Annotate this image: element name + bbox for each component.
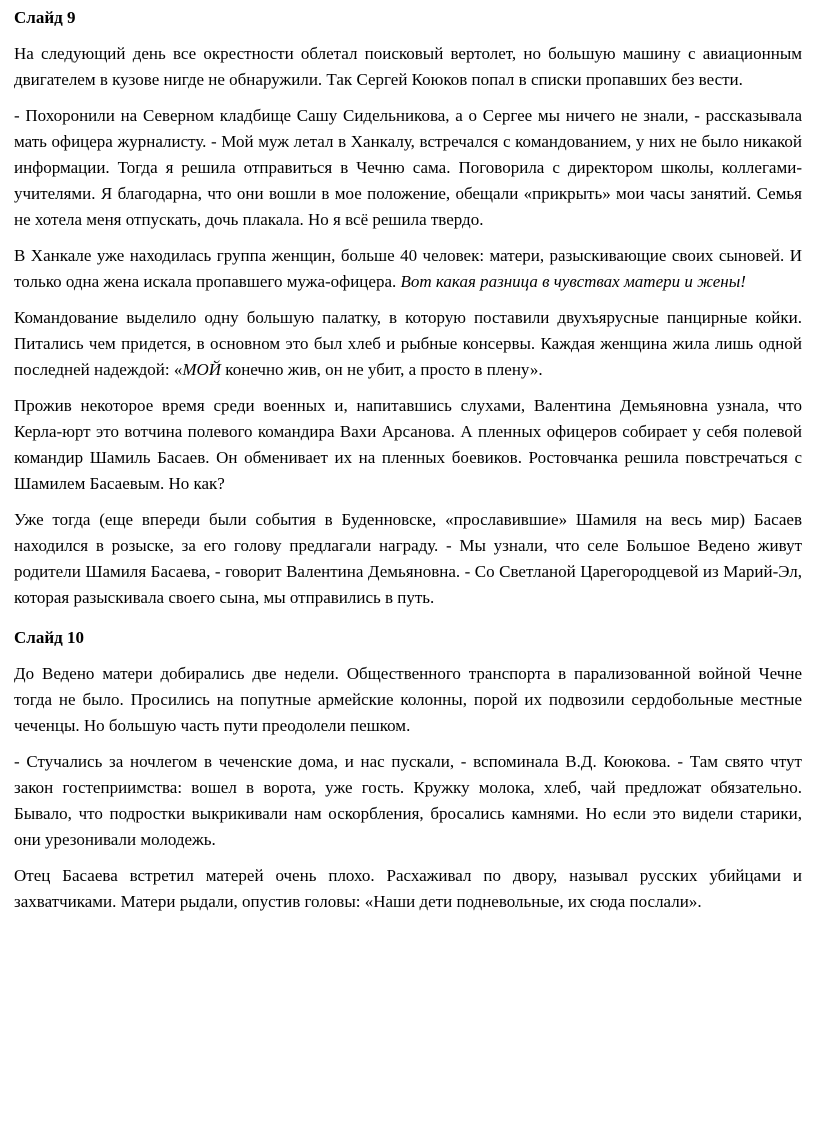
slide9-paragraph-3-italic: Вот какая разница в чувствах матери и жены! [400,272,746,291]
slide9-paragraph-5: Прожив некоторое время среди военных и, напитавшись слухами, Валентина Демьяновна узнала, что Керла-юрт это вотчина полевого командира Вахи Арсанова. А пленных офицеров собирает у себя полевой командир Шамиль Басаев. Он обменивает их на пленных боевиков. Ростовчанка решила повстречаться с Шамилем Басаевым. Но как? [14,396,802,493]
slide9-paragraph-3 [14,243,802,295]
slide9-paragraph-4-text-post: конечно жив, он не убит, а просто в плену». [221,360,543,379]
slide10-paragraph-1: До Ведено матери добирались две недели. Общественного транспорта в парализованной войной Чечне тогда не было. Просились на попутные армейские колонны, порой их подвозили сердобольные местные чеченцы. Но большую часть пути преодолели пешком. [14,664,802,735]
slide9-paragraph-4-italic: МОЙ [182,360,222,379]
slide9-paragraph-4 [14,305,802,383]
slide-9-heading: Слайд 9 [14,8,76,27]
slide-10-heading: Слайд 10 [14,628,84,647]
slide10-paragraph-2: - Стучались за ночлегом в чеченские дома, и нас пускали, - вспоминала В.Д. Коюкова. - Там свято чтут закон гостеприимства: вошел в ворота, уже гость. Кружку молока, хлеб, чай предложат обязательно. Бывало, что подростки выкрикивали нам оскорбления, бросались камнями. Но если это видели старики, они урезонивали молодежь. [14,752,802,849]
slide9-paragraph-1: На следующий день все окрестности облетал поисковый вертолет, но большую машину с авиационным двигателем в кузове нигде не обнаружили. Так Сергей Коюков попал в списки пропавших без вести. [14,44,802,89]
slide9-paragraph-2: - Похоронили на Северном кладбище Сашу Сидельникова, а о Сергее мы ничего не знали, - рассказывала мать офицера журналисту. - Мой муж летал в Ханкалу, встречался с командованием, у них не было никакой информации. Тогда я решила отправиться в Чечню сама. Поговорила с директором школы, коллегами-учителями. Я благодарна, что они вошли в мое положение, обещали «прикрыть» мои часы занятий. Семья не хотела меня отпускать, дочь плакала. Но я всё решила твердо. [14,106,802,229]
slide9-paragraph-6: Уже тогда (еще впереди были события в Буденновске, «прославившие» Шамиля на весь мир) Басаев находился в розыске, за его голову предлагали награду. - Мы узнали, что селе Большое Ведено живут родители Шамиля Басаева, - говорит Валентина Демьяновна. - Со Светланой Царегородцевой из Марий-Эл, которая разыскивала своего сына, мы отправились в путь. [14,510,802,607]
slide9-paragraph-4-text-pre: Командование выделило одну большую палатку, в которую поставили двухъярусные панцирные койки. Питались чем придется, в основном это был хлеб и рыбные консервы. Каждая женщина жила лишь одной последней надеждой: « [14,308,802,379]
slide9-paragraph-3-text: В Ханкале уже находилась группа женщин, больше 40 человек: матери, разыскивающие своих сыновей. И только одна жена искала пропавшего мужа-офицера. [14,246,802,291]
slide10-paragraph-3: Отец Басаева встретил матерей очень плохо. Расхаживал по двору, называл русских убийцами и захватчиками. Матери рыдали, опустив головы: «Наши дети подневольные, их сюда послали». [14,866,802,911]
